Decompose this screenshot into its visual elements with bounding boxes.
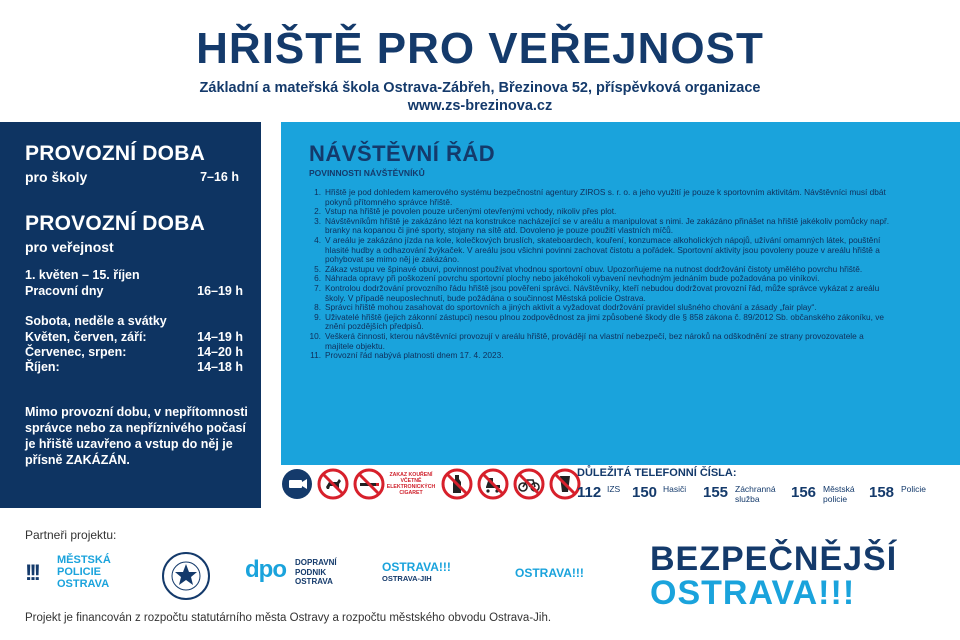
list-item: 9. Uživatelé hřiště (jejich zákonní zástupci) nesou plnou zodpovědnost za jimi způsobené škody dle § 858 zákona č. 89/2012 Sb. občanského zákoníku, ve znění pozdějších předpisů. [314,311,884,332]
no-skating-icon [477,468,509,500]
phone-number: 150 [632,484,658,501]
phone-item[interactable] [869,482,949,508]
no-dog-icon [317,468,349,500]
emergency-phones [577,465,960,510]
list-item: 4. V areálu je zakázáno jízda na kole, kolečkových bruslích, skateboardech, kouření, konzumace alkoholických nápojů, užívání omamných látek, pouštění hlasité hudby a odhazování žvýkaček. V areálu jsou všichni povinni zachovat čistotu a pořádek. Sportovní aktivity jsou povoleny pouze v areálu hřiště a pohybovat se mimo něj je zakázáno. [314,234,881,265]
logo-mark: !!! [25,560,38,585]
campaign-line-1: BEZPEČNĚJŠÍ [650,540,898,578]
schools-heading: PROVOZNÍ DOBA [25,142,205,165]
camera-icon [281,468,313,500]
weekdays-time: 16–19 h [197,284,243,298]
opening-hours-panel [0,122,261,508]
weekend-row [25,360,243,374]
weekend-row-label: Květen, červen, září: [25,330,147,344]
weekend-row-label: Říjen: [25,360,60,374]
rules-list [303,188,893,361]
schools-sub: pro školy [25,169,88,185]
weekend-row-time: 14–20 h [197,345,243,359]
mestska-policie-logo [25,550,135,600]
dpo-logo [245,550,355,600]
phone-label: Hasiči [663,484,687,494]
phone-item[interactable] [791,482,859,508]
season-label: 1. květen – 15. říjen [25,268,140,282]
phone-label: Záchranná služba [735,484,776,504]
phones-title: DŮLEŽITÁ TELEFONNÍ ČÍSLA: [577,467,737,479]
rules-subtitle: POVINNOSTI NÁVŠTĚVNÍKŮ [309,168,425,178]
list-item: 11. Provozní řád nabývá platnosti dnem 17. 4. 2023. [310,350,504,361]
website-link[interactable]: www.zs-brezinova.cz [407,98,553,114]
ostrava-logo [515,566,615,580]
no-bicycle-icon [513,468,545,500]
phone-item[interactable] [703,482,776,508]
funding-note: Projekt je financován z rozpočtu statutárního města Ostravy a rozpočtu městského obvodu Ostrava-Jih. [25,612,552,624]
list-item: 8. Správci hřiště mohou zasahovat do sportovních a jiných aktivit a vyžadovat dodržování pravidel slušného chování a zásady „fair play“. [314,302,817,313]
school-name: Základní a mateřská škola Ostrava-Zábřeh, Březinova 52, příspěvková organizace [199,80,761,96]
public-sub: pro veřejnost [25,239,114,255]
list-item: 6. Náhrada opravy při poškození povrchu sportovní plochy nebo jakéhokoli vybavení nevhodným jednáním bude požadována po viníkovi. [314,273,820,284]
public-heading: PROVOZNÍ DOBA [25,212,205,235]
phone-label: IZS [607,484,621,494]
list-item: 3. Návštěvníkům hřiště je zakázáno lézt na konstrukce nacházející se v areálu a manipulovat s nimi. Je zakázáno přinášet na hřiště jakékoliv pomůcky např. branky na kopanou či jiné sporty, stojany na sítě atd. Dovoleno je pouze použití vlastních míčů. [314,215,890,236]
phone-label: Městská policie [823,484,855,504]
visitor-rules-panel [281,122,960,508]
phone-label: Policie [901,484,927,494]
no-alcohol-icon [441,468,473,500]
page-title: HŘIŠTĚ PRO VEŘEJNOST [196,24,764,73]
weekend-row-label: Červenec, srpen: [25,345,127,359]
logo-mark: dpo [245,556,286,583]
weekend-row-time: 14–18 h [197,360,243,374]
list-item: 5. Zákaz vstupu ve špinavé obuvi, povinnost používat vhodnou sportovní obuv. Upozorňujeme na nutnost dodržování čistoty umělého povrchu hřiště. [314,263,863,274]
rules-title: NÁVŠTĚVNÍ ŘÁD [309,141,496,166]
phone-number: 112 [577,484,602,501]
weekdays-row [25,284,243,298]
partners-label: Partneři projektu: [25,528,117,542]
no-smoking-label: ZAKAZ KOUŘENÍ VČETNĚ ELEKTRONICKÝCH CIGARET [386,472,436,496]
list-item: 1. Hřiště je pod dohledem kamerového systému bezpečnostní agentury ZIROS s. r. o. a jeho využití je pouze k sportovním aktivitám. Návštěvníci musí dbát pokynů přítomného správce hřiště. [314,187,886,207]
schools-time: 7–16 h [200,170,239,184]
weekend-row-time: 14–19 h [197,330,243,344]
phone-number: 155 [703,484,729,501]
logo-text: OSTRAVA!!! [515,566,584,580]
weekend-row [25,345,243,359]
icons-and-phones-strip [281,463,960,508]
no-smoking-icon [353,468,385,500]
weekend-row [25,330,243,344]
logo-subtext: OSTRAVA-JIH [382,574,432,583]
list-item: 2. Vstup na hřiště je povolen pouze určenými otevřenými vchody, nikoliv přes plot. [314,206,617,217]
campaign-line-2: OSTRAVA!!! [650,574,856,612]
phone-number: 156 [791,484,817,501]
ostrava-jih-logo [382,560,482,583]
logo-text: OSTRAVA!!! [382,560,451,574]
list-item: 10. Veškerá činnosti, kterou návštěvníci provozují v areálu hřiště, provádějí na vlastní nebezpečí, bez nároků na odškodnění ze strany provozovatele a majitele objektu. [309,330,864,351]
police-seal-icon [160,550,212,602]
header [0,0,960,120]
weekdays-label: Pracovní dny [25,284,104,298]
weekend-label: Sobota, neděle a svátky [25,314,167,328]
list-item: 7. Kontrolou dodržování provozního řádu hřiště jsou pověřeni správci. Návštěvníky, kteří nebudou dodržovat provozní řád, může správce vykázat z areálu školy. V případě neuposlechnutí, bude požádána o součinnost Městská policie Ostrava. [314,282,880,303]
logo-text: MĚSTSKÁ POLICIE OSTRAVA [57,554,111,590]
logo-text: DOPRAVNÍ PODNIK OSTRAVA [295,558,337,586]
closed-notice: Mimo provozní dobu, v nepřítomnosti správce nebo za nepříznivého počasí je hřiště uzavřeno a vstup do něj je přísně ZAKÁZÁN. [25,405,248,467]
phone-number: 158 [869,484,895,501]
